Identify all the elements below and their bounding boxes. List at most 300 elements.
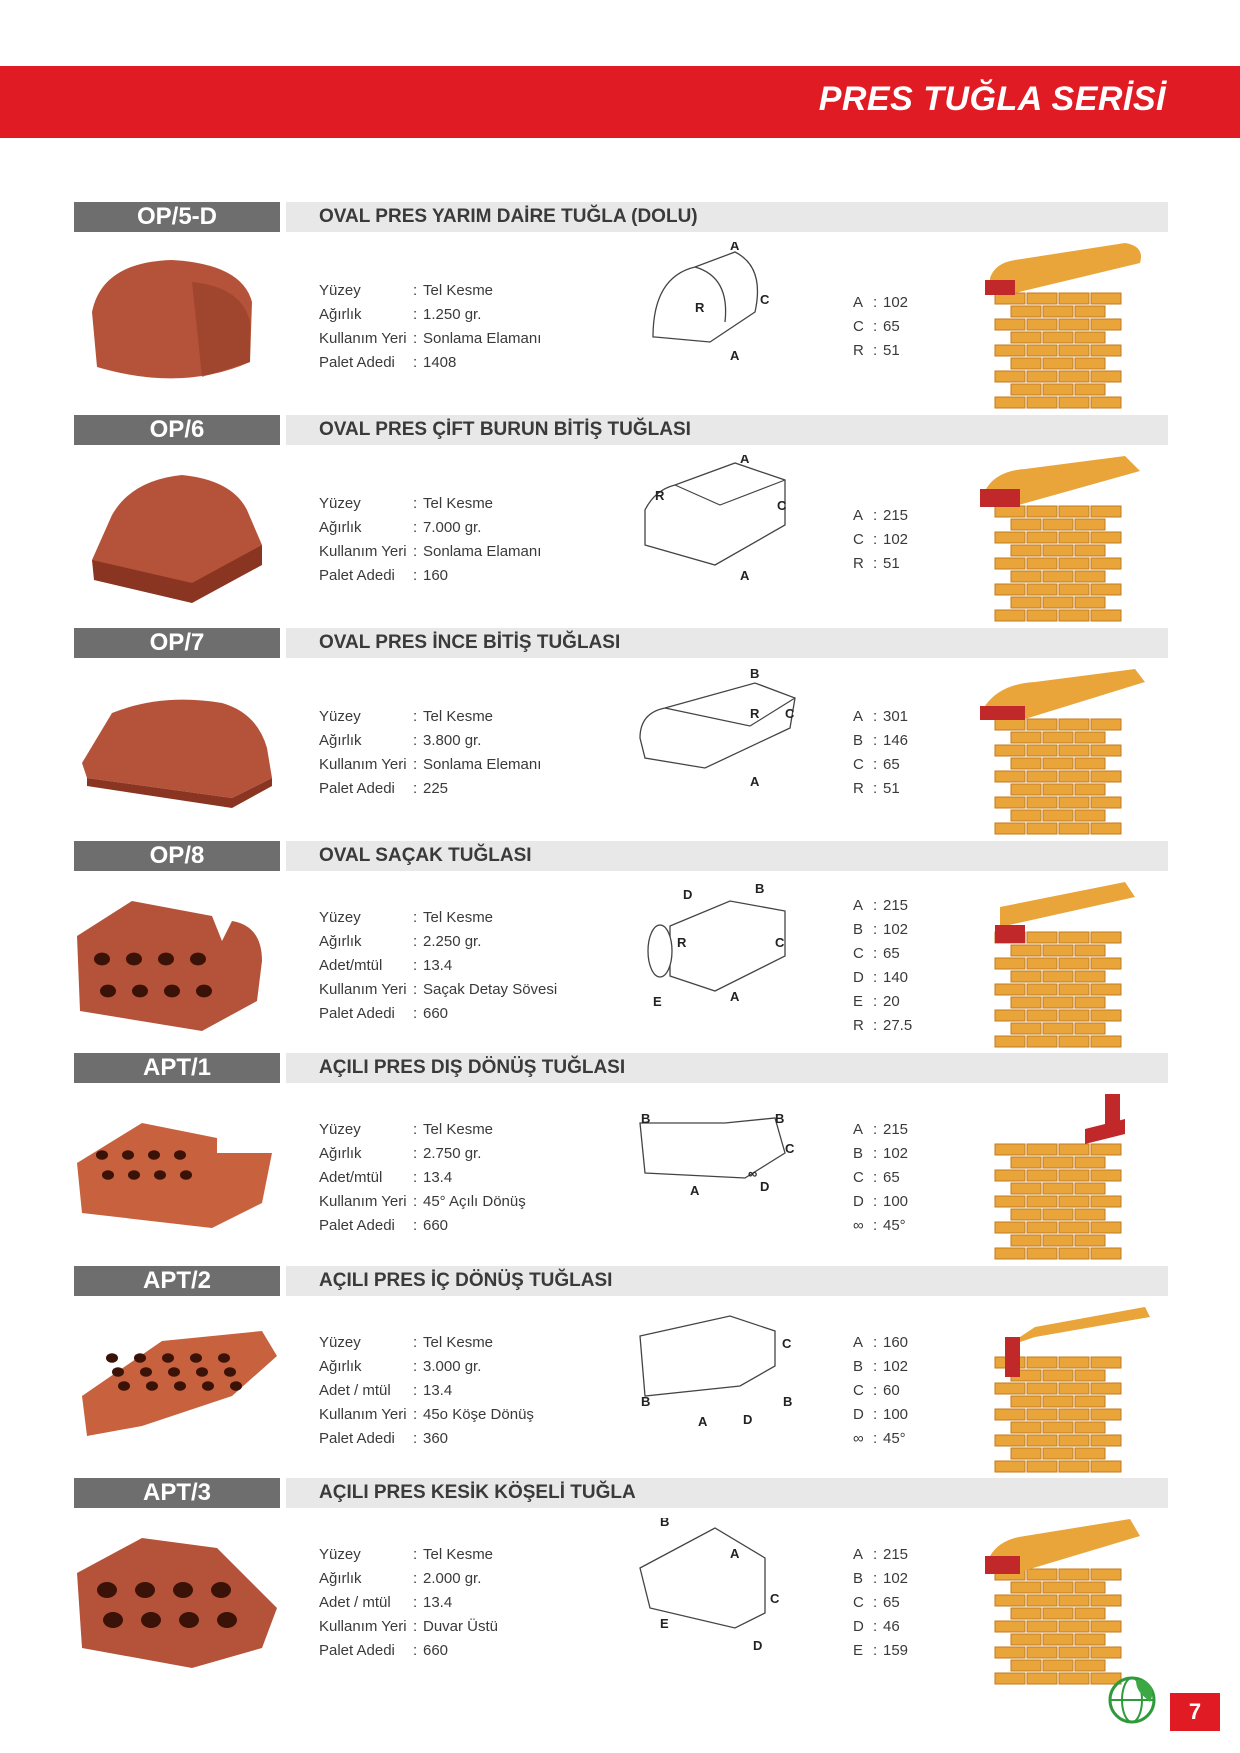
- spec-separator: :: [413, 1217, 418, 1234]
- dimension-separator: :: [873, 945, 878, 962]
- spec-separator: :: [413, 756, 418, 773]
- spec-label: Ağırlık: [319, 1145, 362, 1162]
- dimension-list: [853, 455, 963, 625]
- spec-list: [319, 881, 609, 1051]
- spec-value: Tel Kesme: [423, 495, 494, 512]
- wall-application-image: [975, 238, 1160, 413]
- spec-list: [319, 242, 609, 412]
- dimension-value: 65: [883, 318, 900, 335]
- dimension-row: [853, 990, 963, 1014]
- dimension-row: [853, 705, 963, 729]
- spec-value: 160: [423, 567, 449, 584]
- spec-row: [319, 1331, 609, 1355]
- dimension-separator: :: [873, 1546, 878, 1563]
- spec-separator: :: [413, 1382, 418, 1399]
- dimension-diagram: [635, 881, 815, 1031]
- spec-row: [319, 564, 609, 588]
- page-title: PRES TUĞLA SERİSİ: [818, 80, 1166, 118]
- dimension-separator: :: [873, 1382, 878, 1399]
- dimension-value: 102: [883, 531, 909, 548]
- spec-row: [319, 753, 609, 777]
- spec-separator: :: [413, 1193, 418, 1210]
- dimension-value: 51: [883, 780, 900, 797]
- product-title-bar: [286, 1053, 1168, 1083]
- header-banner: [0, 66, 1240, 138]
- spec-label: Yüzey: [319, 1121, 361, 1138]
- product-title: AÇILI PRES İÇ DÖNÜŞ TUĞLASI: [319, 1270, 613, 1291]
- brick-photo: [72, 1306, 282, 1461]
- spec-separator: :: [413, 1570, 418, 1587]
- spec-label: Adet/mtül: [319, 957, 383, 974]
- spec-value: 1.250 gr.: [423, 306, 482, 323]
- spec-row: [319, 705, 609, 729]
- spec-separator: :: [413, 909, 418, 926]
- spec-list: [319, 455, 609, 625]
- spec-row: [319, 1615, 609, 1639]
- dimension-separator: :: [873, 993, 878, 1010]
- product-title: AÇILI PRES KESİK KÖŞELİ TUĞLA: [319, 1482, 636, 1503]
- spec-row: [319, 1427, 609, 1451]
- dimension-list: [853, 1093, 963, 1263]
- spec-row: [319, 327, 609, 351]
- dimension-separator: :: [873, 1430, 878, 1447]
- dimension-key: D: [853, 1406, 864, 1423]
- dimension-key: ∞: [853, 1430, 864, 1447]
- spec-list: [319, 1306, 609, 1476]
- spec-separator: :: [413, 1121, 418, 1138]
- spec-row: [319, 777, 609, 801]
- product-code: APT/3: [74, 1478, 280, 1508]
- dimension-separator: :: [873, 1358, 878, 1375]
- spec-separator: :: [413, 282, 418, 299]
- product-code: OP/8: [74, 841, 280, 871]
- spec-separator: :: [413, 1618, 418, 1635]
- product-title: OVAL PRES İNCE BİTİŞ TUĞLASI: [319, 632, 621, 653]
- spec-value: Tel Kesme: [423, 1121, 494, 1138]
- dimension-key: ∞: [853, 1217, 864, 1234]
- spec-separator: :: [413, 330, 418, 347]
- dimension-key: C: [853, 1594, 864, 1611]
- spec-separator: :: [413, 1169, 418, 1186]
- svg-text:C: C: [760, 292, 770, 307]
- spec-row: [319, 1118, 609, 1142]
- dimension-row: [853, 1331, 963, 1355]
- dimension-key: A: [853, 1546, 864, 1563]
- spec-row: [319, 1639, 609, 1663]
- spec-label: Yüzey: [319, 1334, 361, 1351]
- svg-text:A: A: [730, 242, 740, 253]
- svg-text:A: A: [690, 1183, 700, 1198]
- dimension-list: [853, 242, 963, 412]
- dimension-row: [853, 918, 963, 942]
- spec-separator: :: [413, 1642, 418, 1659]
- dimension-value: 146: [883, 732, 909, 749]
- product-title: OVAL PRES YARIM DAİRE TUĞLA (DOLU): [319, 206, 698, 227]
- dimension-key: B: [853, 1358, 864, 1375]
- spec-label: Kullanım Yeri: [319, 1193, 407, 1210]
- svg-text:D: D: [743, 1412, 753, 1427]
- spec-value: 660: [423, 1642, 449, 1659]
- dimension-row: [853, 1639, 963, 1663]
- svg-text:A: A: [730, 1546, 740, 1561]
- svg-text:A: A: [740, 568, 750, 583]
- dimension-separator: :: [873, 732, 878, 749]
- dimension-separator: :: [873, 342, 878, 359]
- dimension-separator: :: [873, 969, 878, 986]
- spec-label: Palet Adedi: [319, 1217, 395, 1234]
- spec-label: Yüzey: [319, 495, 361, 512]
- svg-text:D: D: [753, 1638, 763, 1653]
- product-code: OP/6: [74, 415, 280, 445]
- svg-text:C: C: [775, 935, 785, 950]
- spec-row: [319, 279, 609, 303]
- svg-text:A: A: [698, 1414, 708, 1429]
- spec-value: Sonlama Elemanı: [423, 756, 542, 773]
- dimension-row: [853, 1403, 963, 1427]
- brick-photo: [72, 242, 282, 397]
- dimension-list: [853, 1518, 963, 1688]
- dimension-key: E: [853, 993, 864, 1010]
- spec-value: Tel Kesme: [423, 708, 494, 725]
- dimension-key: B: [853, 1145, 864, 1162]
- dimension-value: 51: [883, 342, 900, 359]
- spec-label: Yüzey: [319, 909, 361, 926]
- dimension-row: [853, 1190, 963, 1214]
- svg-text:∞: ∞: [748, 1166, 758, 1181]
- dimension-value: 102: [883, 1358, 909, 1375]
- dimension-key: C: [853, 1382, 864, 1399]
- svg-text:C: C: [782, 1336, 792, 1351]
- spec-value: 45o Köşe Dönüş: [423, 1406, 534, 1423]
- spec-separator: :: [413, 1145, 418, 1162]
- spec-row: [319, 1379, 609, 1403]
- dimension-row: [853, 528, 963, 552]
- product-code: APT/1: [74, 1053, 280, 1083]
- product-section: [0, 1266, 1240, 1479]
- dimension-separator: :: [873, 1145, 878, 1162]
- dimension-value: 102: [883, 1145, 909, 1162]
- dimension-value: 100: [883, 1193, 909, 1210]
- dimension-value: 102: [883, 1570, 909, 1587]
- spec-separator: :: [413, 1005, 418, 1022]
- spec-value: 2.750 gr.: [423, 1145, 482, 1162]
- product-title-bar: [286, 628, 1168, 658]
- dimension-value: 140: [883, 969, 909, 986]
- spec-separator: :: [413, 957, 418, 974]
- dimension-key: R: [853, 1017, 864, 1034]
- product-section: [0, 628, 1240, 841]
- dimension-separator: :: [873, 1217, 878, 1234]
- dimension-separator: :: [873, 756, 878, 773]
- dimension-key: D: [853, 1618, 864, 1635]
- dimension-separator: :: [873, 507, 878, 524]
- svg-text:R: R: [695, 300, 705, 315]
- spec-value: 1408: [423, 354, 457, 371]
- product-section: [0, 202, 1240, 415]
- dimension-row: [853, 1567, 963, 1591]
- dimension-separator: :: [873, 1594, 878, 1611]
- spec-separator: :: [413, 567, 418, 584]
- dimension-value: 65: [883, 756, 900, 773]
- svg-text:R: R: [655, 488, 665, 503]
- spec-value: 2.000 gr.: [423, 1570, 482, 1587]
- dimension-row: [853, 1214, 963, 1238]
- product-code: OP/5-D: [74, 202, 280, 232]
- wall-application-image: [975, 1514, 1160, 1689]
- dimension-key: A: [853, 507, 864, 524]
- svg-text:D: D: [683, 887, 693, 902]
- spec-row: [319, 729, 609, 753]
- dimension-value: 65: [883, 1169, 900, 1186]
- dimension-row: [853, 1615, 963, 1639]
- spec-row: [319, 1166, 609, 1190]
- dimension-row: [853, 894, 963, 918]
- svg-text:B: B: [641, 1394, 651, 1409]
- spec-row: [319, 1355, 609, 1379]
- spec-value: 225: [423, 780, 449, 797]
- product-title-bar: [286, 841, 1168, 871]
- dimension-value: 159: [883, 1642, 909, 1659]
- product-title: OVAL PRES ÇİFT BURUN BİTİŞ TUĞLASI: [319, 419, 691, 440]
- dimension-separator: :: [873, 555, 878, 572]
- spec-separator: :: [413, 780, 418, 797]
- dimension-row: [853, 504, 963, 528]
- spec-row: [319, 1543, 609, 1567]
- spec-value: 3.000 gr.: [423, 1358, 482, 1375]
- dimension-row: [853, 1543, 963, 1567]
- dimension-diagram: [635, 1093, 815, 1243]
- spec-label: Kullanım Yeri: [319, 543, 407, 560]
- spec-separator: :: [413, 1334, 418, 1351]
- wall-application-image: [975, 664, 1160, 839]
- svg-text:B: B: [755, 881, 765, 896]
- spec-value: 660: [423, 1005, 449, 1022]
- spec-label: Palet Adedi: [319, 1430, 395, 1447]
- dimension-key: C: [853, 531, 864, 548]
- dimension-value: 215: [883, 1121, 909, 1138]
- spec-value: Tel Kesme: [423, 1546, 494, 1563]
- dimension-row: [853, 1142, 963, 1166]
- spec-label: Ağırlık: [319, 1570, 362, 1587]
- spec-list: [319, 668, 609, 838]
- dimension-row: [853, 1166, 963, 1190]
- svg-text:C: C: [770, 1591, 780, 1606]
- spec-separator: :: [413, 1406, 418, 1423]
- dimension-diagram: [635, 242, 815, 392]
- spec-row: [319, 978, 609, 1002]
- dimension-key: A: [853, 1121, 864, 1138]
- spec-separator: :: [413, 519, 418, 536]
- spec-value: 2.250 gr.: [423, 933, 482, 950]
- svg-text:B: B: [783, 1394, 793, 1409]
- svg-text:B: B: [775, 1111, 785, 1126]
- spec-label: Adet/mtül: [319, 1169, 383, 1186]
- dimension-value: 51: [883, 555, 900, 572]
- spec-row: [319, 516, 609, 540]
- spec-value: 660: [423, 1217, 449, 1234]
- dimension-list: [853, 1306, 963, 1476]
- spec-label: Kullanım Yeri: [319, 1618, 407, 1635]
- dimension-value: 65: [883, 1594, 900, 1611]
- spec-row: [319, 1142, 609, 1166]
- svg-text:B: B: [750, 668, 760, 681]
- dimension-row: [853, 315, 963, 339]
- spec-separator: :: [413, 933, 418, 950]
- dimension-diagram: [635, 1518, 815, 1668]
- dimension-key: R: [853, 780, 864, 797]
- svg-text:B: B: [641, 1111, 651, 1126]
- wall-application-image: [975, 877, 1160, 1052]
- spec-value: 45° Açılı Dönüş: [423, 1193, 526, 1210]
- spec-separator: :: [413, 354, 418, 371]
- wall-application-image: [975, 1302, 1160, 1477]
- spec-label: Yüzey: [319, 1546, 361, 1563]
- dimension-separator: :: [873, 1642, 878, 1659]
- dimension-key: D: [853, 1193, 864, 1210]
- spec-row: [319, 1567, 609, 1591]
- dimension-separator: :: [873, 780, 878, 797]
- spec-label: Adet / mtül: [319, 1382, 391, 1399]
- product-title-bar: [286, 1266, 1168, 1296]
- spec-separator: :: [413, 1430, 418, 1447]
- spec-row: [319, 1002, 609, 1026]
- spec-label: Ağırlık: [319, 519, 362, 536]
- spec-separator: :: [413, 708, 418, 725]
- spec-row: [319, 1403, 609, 1427]
- dimension-value: 102: [883, 294, 909, 311]
- spec-row: [319, 1190, 609, 1214]
- dimension-value: 60: [883, 1382, 900, 1399]
- dimension-key: C: [853, 1169, 864, 1186]
- spec-row: [319, 954, 609, 978]
- spec-value: 360: [423, 1430, 449, 1447]
- spec-label: Palet Adedi: [319, 1005, 395, 1022]
- dimension-separator: :: [873, 1017, 878, 1034]
- spec-separator: :: [413, 1594, 418, 1611]
- spec-label: Palet Adedi: [319, 1642, 395, 1659]
- spec-separator: :: [413, 306, 418, 323]
- spec-row: [319, 1214, 609, 1238]
- dimension-row: [853, 966, 963, 990]
- dimension-separator: :: [873, 1121, 878, 1138]
- spec-row: [319, 540, 609, 564]
- dimension-diagram: [635, 668, 815, 818]
- brick-photo: [72, 455, 282, 610]
- product-title: AÇILI PRES DIŞ DÖNÜŞ TUĞLASI: [319, 1057, 626, 1078]
- dimension-row: [853, 777, 963, 801]
- spec-separator: :: [413, 732, 418, 749]
- spec-label: Palet Adedi: [319, 567, 395, 584]
- dimension-separator: :: [873, 1406, 878, 1423]
- dimension-list: [853, 668, 963, 838]
- spec-label: Kullanım Yeri: [319, 756, 407, 773]
- spec-value: Tel Kesme: [423, 909, 494, 926]
- dimension-separator: :: [873, 897, 878, 914]
- spec-value: 13.4: [423, 1169, 453, 1186]
- product-title-bar: [286, 1478, 1168, 1508]
- product-title-bar: [286, 202, 1168, 232]
- spec-value: 7.000 gr.: [423, 519, 482, 536]
- dimension-key: A: [853, 1334, 864, 1351]
- dimension-separator: :: [873, 1193, 878, 1210]
- dimension-value: 215: [883, 897, 909, 914]
- dimension-separator: :: [873, 1570, 878, 1587]
- dimension-row: [853, 1591, 963, 1615]
- svg-text:B: B: [660, 1518, 670, 1529]
- eco-globe-logo-icon: [1106, 1674, 1158, 1726]
- dimension-separator: :: [873, 1334, 878, 1351]
- product-section: [0, 841, 1240, 1054]
- dimension-row: [853, 552, 963, 576]
- spec-label: Palet Adedi: [319, 780, 395, 797]
- dimension-diagram: [635, 1306, 815, 1456]
- dimension-key: R: [853, 342, 864, 359]
- spec-list: [319, 1093, 609, 1263]
- dimension-key: A: [853, 897, 864, 914]
- spec-separator: :: [413, 495, 418, 512]
- spec-separator: :: [413, 543, 418, 560]
- svg-text:A: A: [730, 989, 740, 1004]
- dimension-key: R: [853, 555, 864, 572]
- svg-text:C: C: [777, 498, 787, 513]
- svg-text:R: R: [750, 706, 760, 721]
- dimension-diagram: [635, 455, 815, 605]
- dimension-value: 65: [883, 945, 900, 962]
- dimension-row: [853, 753, 963, 777]
- spec-row: [319, 906, 609, 930]
- spec-value: 13.4: [423, 957, 453, 974]
- svg-text:C: C: [785, 706, 795, 721]
- product-code: APT/2: [74, 1266, 280, 1296]
- product-section: [0, 1053, 1240, 1266]
- dimension-value: 215: [883, 1546, 909, 1563]
- spec-value: 3.800 gr.: [423, 732, 482, 749]
- spec-label: Yüzey: [319, 708, 361, 725]
- spec-value: Tel Kesme: [423, 1334, 494, 1351]
- dimension-separator: :: [873, 708, 878, 725]
- dimension-value: 20: [883, 993, 900, 1010]
- dimension-row: [853, 291, 963, 315]
- svg-text:E: E: [653, 994, 662, 1009]
- dimension-row: [853, 1355, 963, 1379]
- dimension-key: A: [853, 294, 864, 311]
- spec-separator: :: [413, 981, 418, 998]
- dimension-value: 45°: [883, 1430, 906, 1447]
- dimension-row: [853, 339, 963, 363]
- dimension-list: [853, 881, 963, 1051]
- spec-value: 13.4: [423, 1594, 453, 1611]
- svg-text:D: D: [760, 1179, 770, 1194]
- dimension-separator: :: [873, 318, 878, 335]
- spec-label: Adet / mtül: [319, 1594, 391, 1611]
- spec-list: [319, 1518, 609, 1688]
- dimension-row: [853, 1427, 963, 1451]
- product-title: OVAL SAÇAK TUĞLASI: [319, 845, 532, 866]
- brick-photo: [72, 668, 282, 823]
- wall-application-image: [975, 451, 1160, 626]
- dimension-value: 46: [883, 1618, 900, 1635]
- spec-label: Ağırlık: [319, 306, 362, 323]
- spec-value: Sonlama Elamanı: [423, 330, 542, 347]
- product-section: [0, 415, 1240, 628]
- dimension-key: C: [853, 945, 864, 962]
- spec-label: Kullanım Yeri: [319, 330, 407, 347]
- spec-row: [319, 303, 609, 327]
- spec-label: Yüzey: [319, 282, 361, 299]
- spec-row: [319, 492, 609, 516]
- dimension-value: 215: [883, 507, 909, 524]
- dimension-value: 45°: [883, 1217, 906, 1234]
